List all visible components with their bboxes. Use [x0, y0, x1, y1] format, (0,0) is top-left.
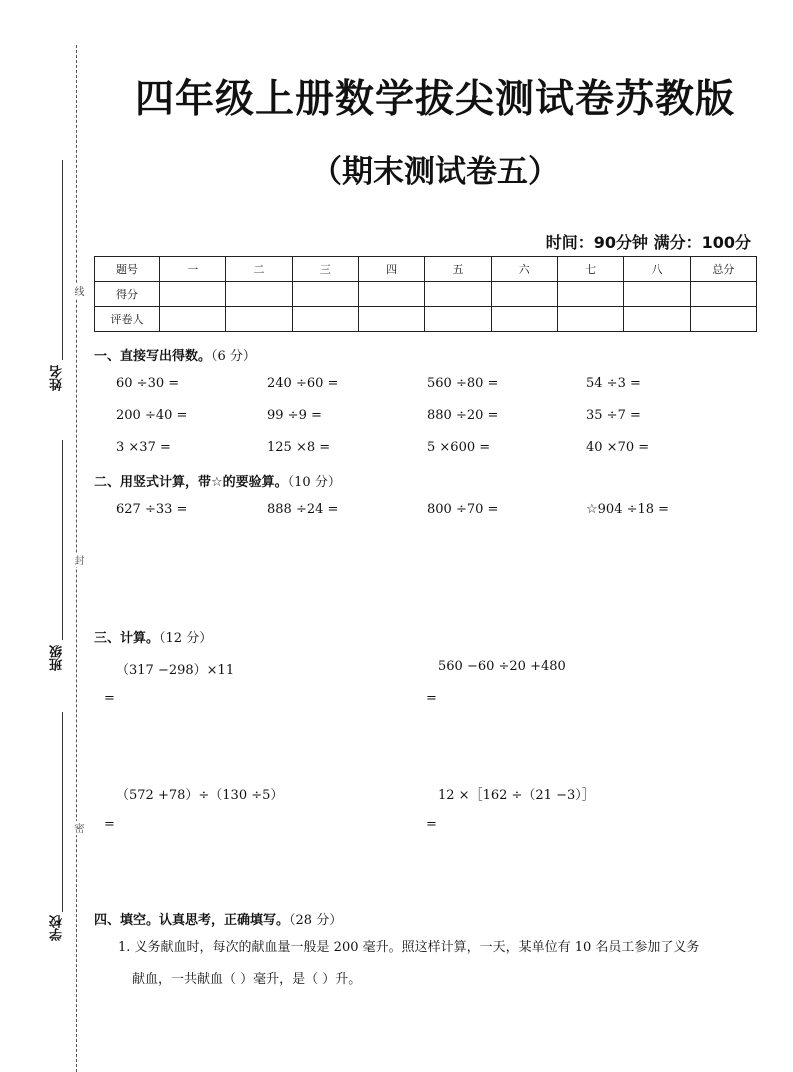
school-underline [62, 712, 63, 912]
score-cell[interactable] [690, 282, 756, 307]
page-subtitle: （期末测试卷五） [311, 154, 559, 190]
oral-calc-item: 35 ÷7 = [586, 408, 641, 423]
seal-mark-secret: 密 [72, 823, 83, 833]
calc-expression: （572 +78）÷（130 ÷5） [116, 788, 284, 803]
section-points: （10 分） [287, 475, 341, 490]
table-header-cell: 七 [557, 257, 623, 282]
page-title: 四年级上册数学拔尖测试卷苏教版 [134, 77, 735, 122]
section-4-heading [94, 909, 342, 928]
section-title: 二、用竖式计算，带☆的要验算。 [94, 475, 288, 490]
section-1-heading [94, 345, 256, 364]
score-table [94, 256, 757, 332]
vertical-calc-item: 627 ÷33 = [116, 502, 188, 517]
fill-question-1-line-1: 1. 义务献血时，每次的献血量一般是 200 毫升。照这样计算，一天，某单位有 10 名员工参加了义务 [118, 940, 700, 955]
table-header-cell: 二 [226, 257, 292, 282]
section-3-heading [94, 627, 212, 646]
seal-mark-seal: 封 [72, 555, 83, 565]
score-cell[interactable] [358, 282, 424, 307]
equals-sign: = [104, 817, 115, 832]
equals-sign: = [426, 691, 437, 706]
section-2-heading [94, 471, 341, 490]
score-cell[interactable] [425, 282, 491, 307]
class-underline [62, 440, 63, 640]
school-label: 学校 [50, 915, 65, 941]
grader-cell[interactable] [292, 307, 358, 332]
oral-calc-item: 40 ×70 = [586, 440, 650, 455]
name-label: 姓名 [50, 365, 65, 391]
fill-question-1-line-2: 献血，一共献血（ ）毫升，是（ ）升。 [132, 972, 362, 987]
row-label: 得分 [95, 282, 160, 307]
grader-cell[interactable] [690, 307, 756, 332]
oral-calc-item: 125 ×8 = [267, 440, 331, 455]
time-score-info: 时间：90分钟 满分：100分 [545, 233, 751, 252]
table-header-cell: 八 [624, 257, 690, 282]
oral-calc-item: 99 ÷9 = [267, 408, 322, 423]
equals-sign: = [104, 691, 115, 706]
name-underline [62, 160, 63, 360]
section-title: 三、计算。 [94, 631, 160, 646]
score-cell[interactable] [226, 282, 292, 307]
grader-row [95, 307, 757, 332]
vertical-calc-item: 800 ÷70 = [427, 502, 499, 517]
calc-expression: （317 −298）×11 [116, 663, 235, 678]
table-header-cell: 五 [425, 257, 491, 282]
grader-cell[interactable] [557, 307, 623, 332]
grader-cell[interactable] [358, 307, 424, 332]
oral-calc-item: 880 ÷20 = [427, 408, 499, 423]
calc-expression: 560 −60 ÷20 +480 [438, 659, 566, 674]
grader-cell[interactable] [624, 307, 690, 332]
vertical-calc-item: ☆904 ÷18 = [586, 502, 670, 517]
score-table-header-row [95, 257, 757, 282]
table-header-cell: 四 [358, 257, 424, 282]
score-cell[interactable] [491, 282, 557, 307]
table-header-cell: 三 [292, 257, 358, 282]
equals-sign: = [426, 817, 437, 832]
section-points: （12 分） [159, 631, 213, 646]
score-cell[interactable] [624, 282, 690, 307]
vertical-calc-item: 888 ÷24 = [267, 502, 339, 517]
section-title: 一、直接写出得数。 [94, 349, 212, 364]
row-label: 评卷人 [95, 307, 160, 332]
grader-cell[interactable] [160, 307, 226, 332]
table-header-cell: 一 [160, 257, 226, 282]
oral-calc-item: 3 ×37 = [116, 440, 171, 455]
class-label: 班级 [50, 645, 65, 671]
oral-calc-item: 240 ÷60 = [267, 376, 339, 391]
section-points: （6 分） [211, 349, 256, 364]
table-header-cell: 题号 [95, 257, 160, 282]
table-header-cell: 六 [491, 257, 557, 282]
score-row [95, 282, 757, 307]
oral-calc-item: 560 ÷80 = [427, 376, 499, 391]
score-cell[interactable] [557, 282, 623, 307]
oral-calc-item: 54 ÷3 = [586, 376, 641, 391]
grader-cell[interactable] [491, 307, 557, 332]
section-title: 四、填空。认真思考，正确填写。 [94, 913, 290, 928]
oral-calc-item: 5 ×600 = [427, 440, 491, 455]
seal-mark-line: 线 [72, 286, 83, 296]
score-cell[interactable] [160, 282, 226, 307]
oral-calc-item: 200 ÷40 = [116, 408, 188, 423]
table-header-cell: 总分 [690, 257, 756, 282]
score-cell[interactable] [292, 282, 358, 307]
grader-cell[interactable] [425, 307, 491, 332]
calc-expression: 12 ×［162 ÷（21 −3）］ [438, 788, 595, 803]
section-points: （28 分） [289, 913, 343, 928]
grader-cell[interactable] [226, 307, 292, 332]
oral-calc-item: 60 ÷30 = [116, 376, 180, 391]
